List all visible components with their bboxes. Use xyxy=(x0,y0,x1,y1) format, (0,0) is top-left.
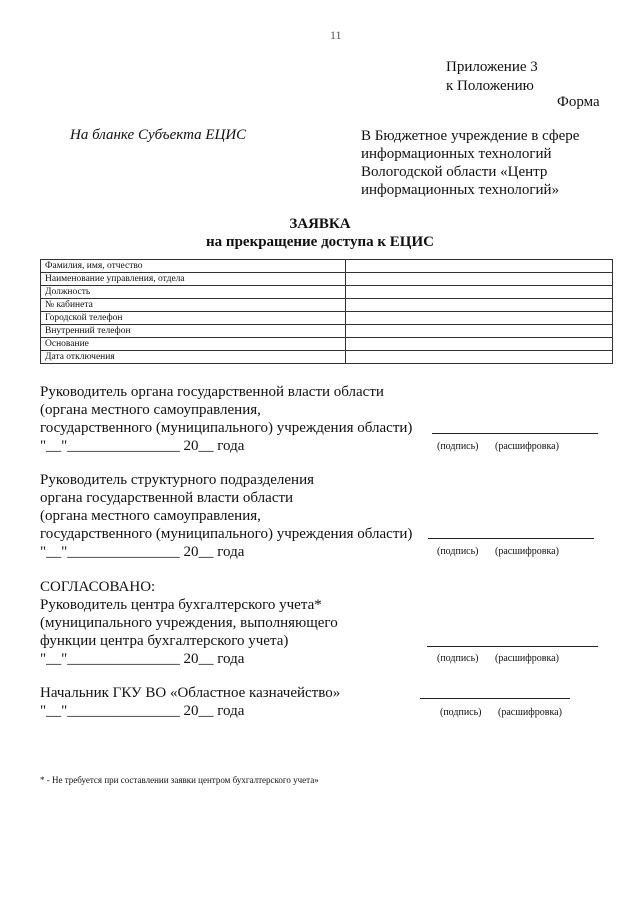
section-line: государственного (муниципального) учреждения области) xyxy=(40,420,413,436)
signature-caption: (подпись) xyxy=(437,441,479,452)
section-head-of-department xyxy=(40,471,412,561)
section-line: (органа местного самоуправления, xyxy=(40,508,261,524)
table-row xyxy=(41,338,613,351)
table-row xyxy=(41,325,613,338)
table-row xyxy=(41,351,613,364)
row-value-field[interactable] xyxy=(346,312,613,325)
appendix-line-2: к Положению xyxy=(446,78,534,94)
row-value-field[interactable] xyxy=(346,338,613,351)
row-value-field[interactable] xyxy=(346,325,613,338)
section-line: государственного (муниципального) учреждения области) xyxy=(40,526,413,542)
table-row xyxy=(41,273,613,286)
row-value-field[interactable] xyxy=(346,273,613,286)
table-row xyxy=(41,299,613,312)
signature-caption: (подпись) xyxy=(437,546,479,557)
table-row xyxy=(41,286,613,299)
signature-line[interactable] xyxy=(428,538,594,539)
signature-line[interactable] xyxy=(427,646,598,647)
section-treasury-head xyxy=(40,684,340,720)
signature-captions xyxy=(437,653,573,664)
form-label: Форма xyxy=(557,94,600,110)
request-form-table xyxy=(40,259,613,364)
letterhead-note: На бланке Субъекта ЕЦИС xyxy=(70,127,247,143)
decoding-caption: (расшифровка) xyxy=(495,546,559,557)
date-line: "__"_______________ 20__ года xyxy=(40,651,245,667)
date-line: "__"_______________ 20__ года xyxy=(40,703,245,719)
row-label: Городской телефон xyxy=(41,312,346,325)
appendix-line-1: Приложение 3 xyxy=(446,59,538,75)
row-label: Дата отключения xyxy=(41,351,346,364)
row-label: Должность xyxy=(41,286,346,299)
signature-captions xyxy=(437,546,573,557)
decoding-caption: (расшифровка) xyxy=(495,653,559,664)
section-line: (органа местного самоуправления, xyxy=(40,402,261,418)
row-label: Внутренний телефон xyxy=(41,325,346,338)
table-row xyxy=(41,312,613,325)
row-value-field[interactable] xyxy=(346,299,613,312)
document-title xyxy=(0,215,640,251)
date-line: "__"_______________ 20__ года xyxy=(40,438,245,454)
section-approval xyxy=(40,578,338,668)
table-row xyxy=(41,260,613,273)
page-number: 11 xyxy=(330,28,342,42)
signature-line[interactable] xyxy=(432,433,598,434)
section-line: функции центра бухгалтерского учета) xyxy=(40,633,289,649)
date-line: "__"_______________ 20__ года xyxy=(40,544,245,560)
signature-captions xyxy=(440,707,576,718)
decoding-caption: (расшифровка) xyxy=(495,441,559,452)
section-head-of-authority xyxy=(40,383,412,455)
signature-caption: (подпись) xyxy=(440,707,482,718)
addressee: В Бюджетное учреждение в сфере информационных технологий Вологодской области «Центр информационных технологий» xyxy=(361,128,580,198)
footnote: * - Не требуется при составлении заявки центром бухгалтерского учета» xyxy=(40,775,319,785)
row-label: Наименование управления, отдела xyxy=(41,273,346,286)
signature-caption: (подпись) xyxy=(437,653,479,664)
row-value-field[interactable] xyxy=(346,260,613,273)
title-line-2: на прекращение доступа к ЕЦИС xyxy=(206,234,434,250)
section-line: Руководитель центра бухгалтерского учета* xyxy=(40,597,322,613)
title-line-1: ЗАЯВКА xyxy=(289,216,351,232)
row-label: № кабинета xyxy=(41,299,346,312)
row-label: Основание xyxy=(41,338,346,351)
signature-line[interactable] xyxy=(420,698,570,699)
section-line: (муниципального учреждения, выполняющего xyxy=(40,615,338,631)
section-line: Руководитель структурного подразделения xyxy=(40,472,314,488)
section-line: Руководитель органа государственной власти области xyxy=(40,384,384,400)
section-line: Начальник ГКУ ВО «Областное казначейство» xyxy=(40,685,341,701)
section-line: органа государственной власти области xyxy=(40,490,294,506)
approval-heading: СОГЛАСОВАНО: xyxy=(40,579,156,595)
row-value-field[interactable] xyxy=(346,351,613,364)
decoding-caption: (расшифровка) xyxy=(498,707,562,718)
signature-captions xyxy=(437,441,573,452)
row-label: Фамилия, имя, отчество xyxy=(41,260,346,273)
appendix-reference xyxy=(446,58,538,96)
row-value-field[interactable] xyxy=(346,286,613,299)
